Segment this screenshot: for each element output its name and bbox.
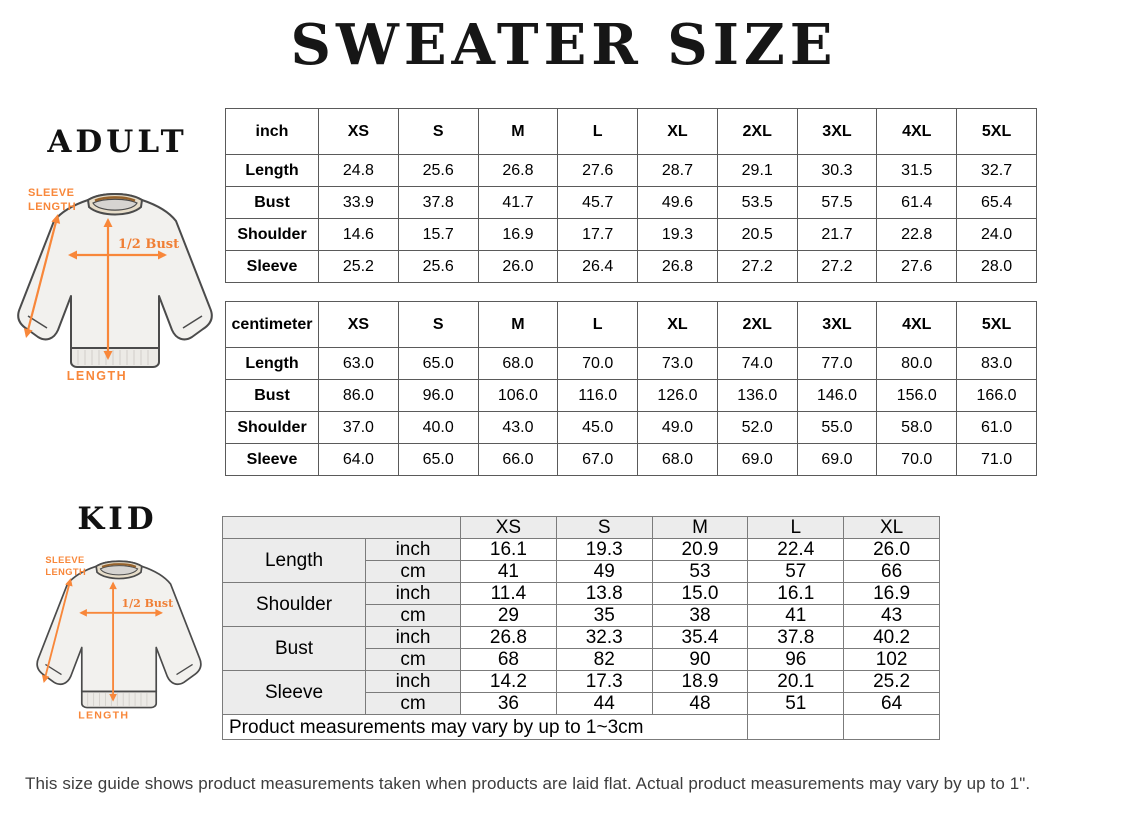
value-cell: 41 [748,605,844,627]
measure-label-cell: Sleeve [226,444,319,476]
size-header-cell: S [398,302,478,348]
value-cell: 53.5 [717,187,797,219]
measure-label-cell: Shoulder [226,219,319,251]
value-cell: 126.0 [638,380,718,412]
table-row [223,583,940,605]
kid-section-heading: KID [77,501,158,537]
value-cell: 35.4 [652,627,748,649]
value-cell: 65.0 [398,348,478,380]
measure-label-cell: Shoulder [223,583,366,627]
value-cell: 31.5 [877,155,957,187]
size-header-cell: XS [461,517,557,539]
length-label: LENGTH [78,709,130,722]
value-cell: 19.3 [556,539,652,561]
value-cell: 16.9 [844,583,940,605]
value-cell: 86.0 [319,380,399,412]
sweater-hem [82,691,156,707]
adult-inch-size-table [225,108,1037,283]
value-cell: 67.0 [558,444,638,476]
measure-label-cell: Sleeve [226,251,319,283]
value-cell: 69.0 [797,444,877,476]
value-cell: 26.8 [478,155,558,187]
unit-header-cell: centimeter [226,302,319,348]
value-cell: 53 [652,561,748,583]
value-cell: 21.7 [797,219,877,251]
table-row [226,348,1037,380]
table-row [226,219,1037,251]
value-cell: 63.0 [319,348,399,380]
adult-section-heading: ADULT [47,124,188,160]
table-row [226,155,1037,187]
size-header-cell: M [478,109,558,155]
value-cell: 57.5 [797,187,877,219]
value-cell: 19.3 [638,219,718,251]
size-header-cell: 5XL [957,302,1037,348]
value-cell: 13.8 [556,583,652,605]
table-row [223,539,940,561]
value-cell: 68 [461,649,557,671]
value-cell: 25.6 [398,155,478,187]
table-row [226,444,1037,476]
value-cell: 16.1 [748,583,844,605]
value-cell: 37.8 [398,187,478,219]
value-cell: 29.1 [717,155,797,187]
value-cell: 16.9 [478,219,558,251]
value-cell: 71.0 [957,444,1037,476]
table-row [226,187,1037,219]
value-cell: 70.0 [558,348,638,380]
value-cell: 37.8 [748,627,844,649]
value-cell: 66.0 [478,444,558,476]
value-cell: 61.0 [957,412,1037,444]
value-cell: 33.9 [319,187,399,219]
value-cell: 29 [461,605,557,627]
size-header-cell: XL [638,109,718,155]
value-cell: 65.4 [957,187,1037,219]
value-cell: 74.0 [717,348,797,380]
value-cell: 49 [556,561,652,583]
measure-label-cell: Bust [226,187,319,219]
size-header-cell: XL [638,302,718,348]
value-cell: 73.0 [638,348,718,380]
sweater-hem [71,348,159,367]
value-cell: 49.6 [638,187,718,219]
table-row [223,671,940,693]
value-cell: 102 [844,649,940,671]
size-header-cell: M [478,302,558,348]
size-header-cell: XL [844,517,940,539]
measure-label-cell: Length [226,155,319,187]
size-header-cell: 5XL [957,109,1037,155]
value-cell: 68.0 [638,444,718,476]
sleeve-length-label-line1: SLEEVE [45,554,85,565]
value-cell: 26.4 [558,251,638,283]
value-cell: 82 [556,649,652,671]
value-cell: 17.3 [556,671,652,693]
size-header-cell: S [398,109,478,155]
footnote-row [223,715,940,740]
measure-label-cell: Sleeve [223,671,366,715]
kid-sweater-diagram-icon [24,546,214,727]
value-cell: 106.0 [478,380,558,412]
value-cell: 38 [652,605,748,627]
unit-cell: cm [366,649,461,671]
value-cell: 156.0 [877,380,957,412]
size-header-cell: 3XL [797,302,877,348]
value-cell: 26.8 [638,251,718,283]
value-cell: 24.8 [319,155,399,187]
value-cell: 18.9 [652,671,748,693]
value-cell: 136.0 [717,380,797,412]
unit-cell: cm [366,561,461,583]
value-cell: 14.6 [319,219,399,251]
value-cell: 55.0 [797,412,877,444]
adult-cm-size-table [225,301,1037,476]
size-header-cell: 2XL [717,109,797,155]
value-cell: 14.2 [461,671,557,693]
table-row [226,380,1037,412]
value-cell: 26.8 [461,627,557,649]
sleeve-length-label-line2: LENGTH [28,201,77,213]
value-cell: 52.0 [717,412,797,444]
unit-cell: cm [366,605,461,627]
sleeve-length-label-line1: SLEEVE [28,187,75,199]
value-cell: 96 [748,649,844,671]
value-cell: 25.6 [398,251,478,283]
measure-label-cell: Length [223,539,366,583]
unit-header-cell: inch [226,109,319,155]
value-cell: 30.3 [797,155,877,187]
measure-label-cell: Shoulder [226,412,319,444]
unit-cell: inch [366,671,461,693]
empty-cell [844,715,940,740]
size-header-cell: 4XL [877,109,957,155]
header-row [223,517,940,539]
adult-sweater-diagram-icon [4,176,226,390]
half-bust-label: 1/2 Bust [121,596,174,610]
value-cell: 51 [748,693,844,715]
value-cell: 166.0 [957,380,1037,412]
size-header-cell: M [652,517,748,539]
size-header-cell: S [556,517,652,539]
size-header-cell: L [748,517,844,539]
value-cell: 41 [461,561,557,583]
value-cell: 36 [461,693,557,715]
value-cell: 41.7 [478,187,558,219]
size-header-cell: L [558,302,638,348]
table-row [226,251,1037,283]
value-cell: 25.2 [844,671,940,693]
value-cell: 57 [748,561,844,583]
unit-cell: inch [366,627,461,649]
value-cell: 27.2 [717,251,797,283]
value-cell: 32.7 [957,155,1037,187]
half-bust-label: 1/2 Bust [118,237,180,252]
value-cell: 43 [844,605,940,627]
page-title: SWEATER SIZE [290,12,838,78]
value-cell: 90 [652,649,748,671]
length-label: LENGTH [66,369,128,383]
collar-opening [100,566,137,575]
value-cell: 146.0 [797,380,877,412]
value-cell: 24.0 [957,219,1037,251]
value-cell: 45.7 [558,187,638,219]
value-cell: 28.7 [638,155,718,187]
value-cell: 96.0 [398,380,478,412]
header-row [226,109,1037,155]
value-cell: 27.6 [877,251,957,283]
value-cell: 77.0 [797,348,877,380]
measure-label-cell: Bust [223,627,366,671]
value-cell: 37.0 [319,412,399,444]
value-cell: 68.0 [478,348,558,380]
value-cell: 40.2 [844,627,940,649]
value-cell: 15.7 [398,219,478,251]
empty-cell [748,715,844,740]
value-cell: 64.0 [319,444,399,476]
value-cell: 70.0 [877,444,957,476]
value-cell: 20.9 [652,539,748,561]
value-cell: 26.0 [844,539,940,561]
value-cell: 48 [652,693,748,715]
value-cell: 83.0 [957,348,1037,380]
unit-cell: cm [366,693,461,715]
value-cell: 58.0 [877,412,957,444]
value-cell: 43.0 [478,412,558,444]
measure-label-cell: Length [226,348,319,380]
value-cell: 28.0 [957,251,1037,283]
corner-cell [223,517,461,539]
size-header-cell: L [558,109,638,155]
sleeve-length-label-line2: LENGTH [45,566,87,577]
size-header-cell: 4XL [877,302,957,348]
measure-label-cell: Bust [226,380,319,412]
value-cell: 11.4 [461,583,557,605]
value-cell: 22.4 [748,539,844,561]
value-cell: 27.6 [558,155,638,187]
unit-cell: inch [366,583,461,605]
value-cell: 22.8 [877,219,957,251]
value-cell: 15.0 [652,583,748,605]
value-cell: 27.2 [797,251,877,283]
value-cell: 116.0 [558,380,638,412]
table-row [223,627,940,649]
kid-size-table [222,516,940,740]
value-cell: 66 [844,561,940,583]
value-cell: 45.0 [558,412,638,444]
value-cell: 25.2 [319,251,399,283]
value-cell: 49.0 [638,412,718,444]
value-cell: 17.7 [558,219,638,251]
sweater-body [18,194,212,348]
value-cell: 69.0 [717,444,797,476]
value-cell: 65.0 [398,444,478,476]
value-cell: 16.1 [461,539,557,561]
value-cell: 64 [844,693,940,715]
value-cell: 40.0 [398,412,478,444]
value-cell: 20.1 [748,671,844,693]
value-cell: 61.4 [877,187,957,219]
value-cell: 20.5 [717,219,797,251]
size-header-cell: 3XL [797,109,877,155]
size-header-cell: XS [319,109,399,155]
sweater-body [37,561,201,691]
table-row [226,412,1037,444]
value-cell: 32.3 [556,627,652,649]
size-header-cell: 2XL [717,302,797,348]
value-cell: 80.0 [877,348,957,380]
value-cell: 35 [556,605,652,627]
value-cell: 44 [556,693,652,715]
unit-cell: inch [366,539,461,561]
bottom-note: This size guide shows product measurements taken when products are laid flat. Actual product measurements may vary by up to 1". [25,774,1031,793]
kid-footnote-cell: Product measurements may vary by up to 1~3cm [223,715,748,740]
header-row [226,302,1037,348]
value-cell: 26.0 [478,251,558,283]
size-header-cell: XS [319,302,399,348]
